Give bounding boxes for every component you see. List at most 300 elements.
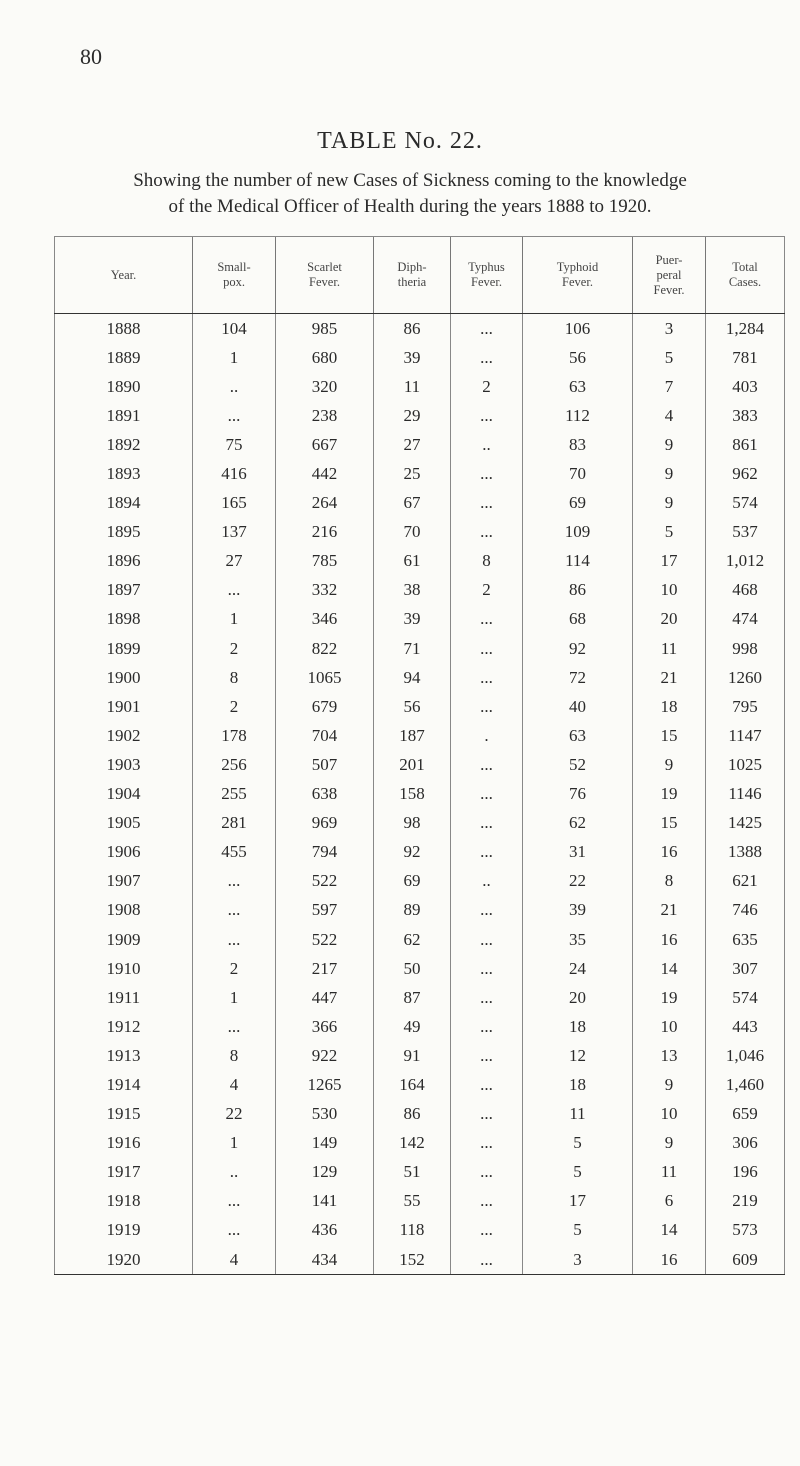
cell-typhus-fever: ... <box>451 1187 523 1216</box>
cell-year: 1908 <box>106 900 141 920</box>
cell-puerperal-fever: 20 <box>633 605 706 634</box>
cell-typhus-fever: ... <box>451 343 523 372</box>
cell-smallpox: .. <box>193 1158 276 1187</box>
cell-total-cases: 443 <box>706 1012 785 1041</box>
cell-smallpox: 2 <box>193 954 276 983</box>
cell-diphtheria: 164 <box>374 1070 451 1099</box>
cell-diphtheria: 70 <box>374 518 451 547</box>
cell-typhus-fever: ... <box>451 1245 523 1275</box>
cell-diphtheria: 11 <box>374 372 451 401</box>
table-row <box>55 576 785 605</box>
cell-year: 1918 <box>106 1191 141 1211</box>
cell-scarlet-fever: 680 <box>276 343 374 372</box>
cell-year: 1890 <box>106 376 141 396</box>
cell-diphtheria: 25 <box>374 459 451 488</box>
cell-typhus-fever: ... <box>451 809 523 838</box>
cell-diphtheria: 187 <box>374 721 451 750</box>
cell-scarlet-fever: 597 <box>276 896 374 925</box>
cell-scarlet-fever: 794 <box>276 838 374 867</box>
cell-typhoid-fever: 3 <box>523 1245 633 1275</box>
cell-total-cases: 781 <box>706 343 785 372</box>
cell-year: 1895 <box>106 522 141 542</box>
cell-diphtheria: 87 <box>374 983 451 1012</box>
header-typhoid-fever: Typhoid Fever. <box>523 237 633 314</box>
cell-total-cases: 383 <box>706 401 785 430</box>
cell-puerperal-fever: 11 <box>633 1158 706 1187</box>
cell-typhus-fever: ... <box>451 401 523 430</box>
cell-scarlet-fever: 969 <box>276 809 374 838</box>
cell-smallpox: ... <box>193 925 276 954</box>
cell-puerperal-fever: 6 <box>633 1187 706 1216</box>
cell-puerperal-fever: 5 <box>633 343 706 372</box>
cell-scarlet-fever: 217 <box>276 954 374 983</box>
table-row <box>55 721 785 750</box>
cell-year: 1897 <box>106 580 141 600</box>
cell-year: 1913 <box>106 1045 141 1065</box>
cell-typhus-fever: ... <box>451 1100 523 1129</box>
table-row <box>55 1041 785 1070</box>
header-typhus-fever: Typhus Fever. <box>451 237 523 314</box>
header-row <box>55 237 785 314</box>
cell-typhus-fever: ... <box>451 838 523 867</box>
header-scarlet-fever: Scarlet Fever. <box>276 237 374 314</box>
cell-total-cases: 307 <box>706 954 785 983</box>
cell-total-cases: 574 <box>706 983 785 1012</box>
cell-total-cases: 468 <box>706 576 785 605</box>
cell-puerperal-fever: 13 <box>633 1041 706 1070</box>
cell-total-cases: 537 <box>706 518 785 547</box>
cell-typhus-fever: ... <box>451 954 523 983</box>
cell-scarlet-fever: 507 <box>276 750 374 779</box>
cell-total-cases: 609 <box>706 1245 785 1275</box>
cell-scarlet-fever: 320 <box>276 372 374 401</box>
cell-diphtheria: 71 <box>374 634 451 663</box>
cell-typhus-fever: ... <box>451 896 523 925</box>
cell-smallpox: 22 <box>193 1100 276 1129</box>
cell-typhus-fever: .. <box>451 430 523 459</box>
cell-puerperal-fever: 17 <box>633 547 706 576</box>
cell-smallpox: 137 <box>193 518 276 547</box>
cell-smallpox: 455 <box>193 838 276 867</box>
cell-typhoid-fever: 83 <box>523 430 633 459</box>
cell-scarlet-fever: 141 <box>276 1187 374 1216</box>
cell-smallpox: 1 <box>193 343 276 372</box>
cell-smallpox: 1 <box>193 605 276 634</box>
cell-total-cases: 861 <box>706 430 785 459</box>
cell-scarlet-fever: 332 <box>276 576 374 605</box>
cell-year: 1894 <box>106 493 141 513</box>
table-row <box>55 954 785 983</box>
cell-year: 1892 <box>106 434 141 454</box>
cell-typhus-fever: 2 <box>451 576 523 605</box>
cell-scarlet-fever: 216 <box>276 518 374 547</box>
cell-total-cases: 196 <box>706 1158 785 1187</box>
cell-year: 1911 <box>106 987 141 1007</box>
cell-typhus-fever: ... <box>451 518 523 547</box>
cell-smallpox: 4 <box>193 1245 276 1275</box>
cell-typhoid-fever: 70 <box>523 459 633 488</box>
cell-smallpox: 2 <box>193 692 276 721</box>
cell-diphtheria: 92 <box>374 838 451 867</box>
cell-smallpox: ... <box>193 1187 276 1216</box>
cell-smallpox: ... <box>193 1216 276 1245</box>
cell-typhoid-fever: 20 <box>523 983 633 1012</box>
cell-puerperal-fever: 10 <box>633 1012 706 1041</box>
cell-typhus-fever: ... <box>451 1216 523 1245</box>
cell-smallpox: 1 <box>193 1129 276 1158</box>
cell-diphtheria: 69 <box>374 867 451 896</box>
table-row <box>55 1100 785 1129</box>
cell-diphtheria: 201 <box>374 750 451 779</box>
cell-total-cases: 1,046 <box>706 1041 785 1070</box>
cell-smallpox: 165 <box>193 489 276 518</box>
cell-typhus-fever: ... <box>451 314 523 344</box>
table-row <box>55 489 785 518</box>
cell-typhoid-fever: 63 <box>523 372 633 401</box>
cell-smallpox: 281 <box>193 809 276 838</box>
cell-typhus-fever: .. <box>451 867 523 896</box>
table-row <box>55 983 785 1012</box>
cell-typhus-fever: ... <box>451 1070 523 1099</box>
cell-typhus-fever: ... <box>451 692 523 721</box>
cell-year: 1905 <box>106 813 141 833</box>
cell-puerperal-fever: 11 <box>633 634 706 663</box>
cell-typhoid-fever: 86 <box>523 576 633 605</box>
cell-scarlet-fever: 129 <box>276 1158 374 1187</box>
cell-scarlet-fever: 704 <box>276 721 374 750</box>
cell-year: 1919 <box>106 1220 141 1240</box>
cell-year: 1902 <box>106 725 141 745</box>
cell-typhoid-fever: 112 <box>523 401 633 430</box>
cell-typhus-fever: ... <box>451 1158 523 1187</box>
cell-typhus-fever: ... <box>451 983 523 1012</box>
cell-year: 1914 <box>106 1074 141 1094</box>
cell-year: 1917 <box>106 1162 141 1182</box>
cell-total-cases: 403 <box>706 372 785 401</box>
table-row <box>55 1158 785 1187</box>
table-row <box>55 401 785 430</box>
cell-typhoid-fever: 106 <box>523 314 633 344</box>
table-subtitle <box>40 168 780 220</box>
cell-puerperal-fever: 10 <box>633 1100 706 1129</box>
cell-diphtheria: 142 <box>374 1129 451 1158</box>
cell-total-cases: 635 <box>706 925 785 954</box>
cell-typhoid-fever: 18 <box>523 1070 633 1099</box>
cell-total-cases: 574 <box>706 489 785 518</box>
cell-scarlet-fever: 1265 <box>276 1070 374 1099</box>
cell-diphtheria: 86 <box>374 1100 451 1129</box>
cell-diphtheria: 55 <box>374 1187 451 1216</box>
cell-year: 1906 <box>106 842 141 862</box>
cell-year: 1896 <box>106 551 141 571</box>
cell-year: 1901 <box>106 696 141 716</box>
cell-scarlet-fever: 522 <box>276 867 374 896</box>
cell-diphtheria: 158 <box>374 780 451 809</box>
cell-puerperal-fever: 15 <box>633 721 706 750</box>
cell-total-cases: 1025 <box>706 750 785 779</box>
cell-typhus-fever: ... <box>451 663 523 692</box>
page-number: 80 <box>80 44 102 69</box>
table-row <box>55 1012 785 1041</box>
cell-typhoid-fever: 109 <box>523 518 633 547</box>
cell-scarlet-fever: 366 <box>276 1012 374 1041</box>
cell-smallpox: 27 <box>193 547 276 576</box>
cell-puerperal-fever: 16 <box>633 1245 706 1275</box>
cell-total-cases: 1388 <box>706 838 785 867</box>
cell-typhus-fever: ... <box>451 489 523 518</box>
cell-total-cases: 1146 <box>706 780 785 809</box>
cell-total-cases: 746 <box>706 896 785 925</box>
cell-total-cases: 573 <box>706 1216 785 1245</box>
cell-smallpox: .. <box>193 372 276 401</box>
cell-typhoid-fever: 68 <box>523 605 633 634</box>
cell-smallpox: 256 <box>193 750 276 779</box>
cell-year: 1909 <box>106 929 141 949</box>
cell-year: 1920 <box>55 1245 193 1275</box>
cell-scarlet-fever: 238 <box>276 401 374 430</box>
cell-smallpox: 416 <box>193 459 276 488</box>
cell-total-cases: 1147 <box>706 721 785 750</box>
cell-typhoid-fever: 5 <box>523 1216 633 1245</box>
cell-total-cases: 1,012 <box>706 547 785 576</box>
table-row <box>55 896 785 925</box>
cell-smallpox: 75 <box>193 430 276 459</box>
cell-scarlet-fever: 638 <box>276 780 374 809</box>
cell-typhus-fever: ... <box>451 1012 523 1041</box>
cell-year: 1904 <box>106 784 141 804</box>
cell-diphtheria: 38 <box>374 576 451 605</box>
cell-year: 1898 <box>106 609 141 629</box>
table-row <box>55 867 785 896</box>
subtitle-line-1: Showing the number of new Cases of Sickness coming to the knowledge <box>133 170 687 191</box>
cell-typhoid-fever: 52 <box>523 750 633 779</box>
cell-diphtheria: 94 <box>374 663 451 692</box>
table-row <box>55 634 785 663</box>
cell-typhoid-fever: 69 <box>523 489 633 518</box>
cell-total-cases: 621 <box>706 867 785 896</box>
cell-smallpox: ... <box>193 401 276 430</box>
cell-diphtheria: 29 <box>374 401 451 430</box>
cell-year: 1891 <box>106 405 141 425</box>
table-row <box>55 1245 785 1275</box>
cell-smallpox: 8 <box>193 663 276 692</box>
cell-puerperal-fever: 9 <box>633 750 706 779</box>
cell-year: 1899 <box>106 638 141 658</box>
cell-total-cases: 962 <box>706 459 785 488</box>
cell-typhus-fever: ... <box>451 1041 523 1070</box>
cell-year: 1910 <box>106 958 141 978</box>
cell-typhoid-fever: 35 <box>523 925 633 954</box>
cell-year: 1912 <box>106 1016 141 1036</box>
cell-year: 1900 <box>106 667 141 687</box>
header-diphtheria: Diph- theria <box>374 237 451 314</box>
cell-typhoid-fever: 92 <box>523 634 633 663</box>
cell-puerperal-fever: 21 <box>633 896 706 925</box>
cell-typhoid-fever: 40 <box>523 692 633 721</box>
cell-year: 1916 <box>106 1133 141 1153</box>
cell-scarlet-fever: 985 <box>276 314 374 344</box>
cell-diphtheria: 49 <box>374 1012 451 1041</box>
cell-year: 1907 <box>106 871 141 891</box>
table-row <box>55 518 785 547</box>
cell-typhus-fever: ... <box>451 605 523 634</box>
cell-scarlet-fever: 346 <box>276 605 374 634</box>
cell-typhus-fever: ... <box>451 634 523 663</box>
cell-diphtheria: 61 <box>374 547 451 576</box>
cell-puerperal-fever: 16 <box>633 838 706 867</box>
cell-scarlet-fever: 447 <box>276 983 374 1012</box>
table-row <box>55 343 785 372</box>
cell-puerperal-fever: 4 <box>633 401 706 430</box>
cell-year: 1893 <box>106 464 141 484</box>
cell-smallpox: ... <box>193 576 276 605</box>
cell-diphtheria: 39 <box>374 343 451 372</box>
cell-typhoid-fever: 18 <box>523 1012 633 1041</box>
table-body <box>55 314 785 1275</box>
table-row <box>55 605 785 634</box>
cell-diphtheria: 39 <box>374 605 451 634</box>
cell-total-cases: 1425 <box>706 809 785 838</box>
cell-puerperal-fever: 7 <box>633 372 706 401</box>
cell-typhoid-fever: 72 <box>523 663 633 692</box>
cell-typhus-fever: ... <box>451 780 523 809</box>
cell-typhoid-fever: 12 <box>523 1041 633 1070</box>
cell-puerperal-fever: 9 <box>633 459 706 488</box>
table-row <box>55 1129 785 1158</box>
cell-year: 1888 <box>106 318 141 338</box>
cell-typhoid-fever: 76 <box>523 780 633 809</box>
cell-smallpox: 178 <box>193 721 276 750</box>
cell-year: 1889 <box>106 347 141 367</box>
cell-typhoid-fever: 22 <box>523 867 633 896</box>
cell-typhoid-fever: 11 <box>523 1100 633 1129</box>
cell-scarlet-fever: 522 <box>276 925 374 954</box>
cell-typhoid-fever: 17 <box>523 1187 633 1216</box>
cell-puerperal-fever: 9 <box>633 489 706 518</box>
cell-typhoid-fever: 56 <box>523 343 633 372</box>
header-smallpox: Small- pox. <box>193 237 276 314</box>
cell-typhus-fever: . <box>451 721 523 750</box>
cell-total-cases: 998 <box>706 634 785 663</box>
cell-scarlet-fever: 922 <box>276 1041 374 1070</box>
cell-puerperal-fever: 9 <box>633 430 706 459</box>
cell-puerperal-fever: 15 <box>633 809 706 838</box>
table-row <box>55 1070 785 1099</box>
cell-typhoid-fever: 5 <box>523 1158 633 1187</box>
cell-scarlet-fever: 436 <box>276 1216 374 1245</box>
cell-total-cases: 1,460 <box>706 1070 785 1099</box>
header-total-cases: Total Cases. <box>706 237 785 314</box>
cell-diphtheria: 51 <box>374 1158 451 1187</box>
table-title: TABLE No. 22. <box>317 128 483 154</box>
table-row <box>55 838 785 867</box>
cell-typhus-fever: ... <box>451 1129 523 1158</box>
cell-puerperal-fever: 16 <box>633 925 706 954</box>
table-row <box>55 547 785 576</box>
cell-typhus-fever: ... <box>451 459 523 488</box>
cell-scarlet-fever: 442 <box>276 459 374 488</box>
header-year: Year. <box>55 237 193 314</box>
table-row <box>55 750 785 779</box>
cell-total-cases: 659 <box>706 1100 785 1129</box>
cell-typhus-fever: 2 <box>451 372 523 401</box>
cell-puerperal-fever: 9 <box>633 1070 706 1099</box>
cell-typhoid-fever: 62 <box>523 809 633 838</box>
cell-smallpox: 8 <box>193 1041 276 1070</box>
cell-typhus-fever: ... <box>451 925 523 954</box>
cell-typhoid-fever: 63 <box>523 721 633 750</box>
table-row <box>55 1187 785 1216</box>
cell-diphtheria: 89 <box>374 896 451 925</box>
cell-scarlet-fever: 434 <box>276 1245 374 1275</box>
cell-smallpox: 4 <box>193 1070 276 1099</box>
cell-puerperal-fever: 14 <box>633 954 706 983</box>
cell-scarlet-fever: 530 <box>276 1100 374 1129</box>
table-row <box>55 314 785 344</box>
cell-typhoid-fever: 24 <box>523 954 633 983</box>
table-row <box>55 372 785 401</box>
cell-diphtheria: 62 <box>374 925 451 954</box>
table-row <box>55 663 785 692</box>
cell-typhoid-fever: 114 <box>523 547 633 576</box>
cell-puerperal-fever: 21 <box>633 663 706 692</box>
cell-diphtheria: 152 <box>374 1245 451 1275</box>
cell-smallpox: ... <box>193 867 276 896</box>
cell-total-cases: 306 <box>706 1129 785 1158</box>
cell-year: 1903 <box>106 754 141 774</box>
cell-scarlet-fever: 1065 <box>276 663 374 692</box>
cell-total-cases: 1260 <box>706 663 785 692</box>
cell-typhoid-fever: 31 <box>523 838 633 867</box>
cell-puerperal-fever: 18 <box>633 692 706 721</box>
cell-scarlet-fever: 822 <box>276 634 374 663</box>
cell-diphtheria: 91 <box>374 1041 451 1070</box>
cell-smallpox: 255 <box>193 780 276 809</box>
cell-typhoid-fever: 5 <box>523 1129 633 1158</box>
cell-total-cases: 219 <box>706 1187 785 1216</box>
cell-diphtheria: 67 <box>374 489 451 518</box>
cell-diphtheria: 27 <box>374 430 451 459</box>
cell-scarlet-fever: 679 <box>276 692 374 721</box>
cell-puerperal-fever: 19 <box>633 780 706 809</box>
table-row <box>55 430 785 459</box>
cell-typhoid-fever: 39 <box>523 896 633 925</box>
cell-puerperal-fever: 8 <box>633 867 706 896</box>
table-row <box>55 1216 785 1245</box>
table-row <box>55 780 785 809</box>
cell-scarlet-fever: 264 <box>276 489 374 518</box>
sickness-cases-table <box>54 236 785 1275</box>
table-row <box>55 809 785 838</box>
cell-smallpox: 1 <box>193 983 276 1012</box>
cell-typhus-fever: ... <box>451 750 523 779</box>
cell-total-cases: 795 <box>706 692 785 721</box>
cell-smallpox: ... <box>193 1012 276 1041</box>
subtitle-line-2: of the Medical Officer of Health during the years 1888 to 1920. <box>168 196 652 217</box>
cell-puerperal-fever: 9 <box>633 1129 706 1158</box>
cell-diphtheria: 56 <box>374 692 451 721</box>
cell-scarlet-fever: 149 <box>276 1129 374 1158</box>
cell-diphtheria: 86 <box>374 314 451 344</box>
cell-smallpox: 2 <box>193 634 276 663</box>
cell-smallpox: ... <box>193 896 276 925</box>
cell-smallpox: 104 <box>193 314 276 344</box>
table-row <box>55 459 785 488</box>
cell-scarlet-fever: 667 <box>276 430 374 459</box>
cell-diphtheria: 98 <box>374 809 451 838</box>
table-row <box>55 925 785 954</box>
cell-scarlet-fever: 785 <box>276 547 374 576</box>
